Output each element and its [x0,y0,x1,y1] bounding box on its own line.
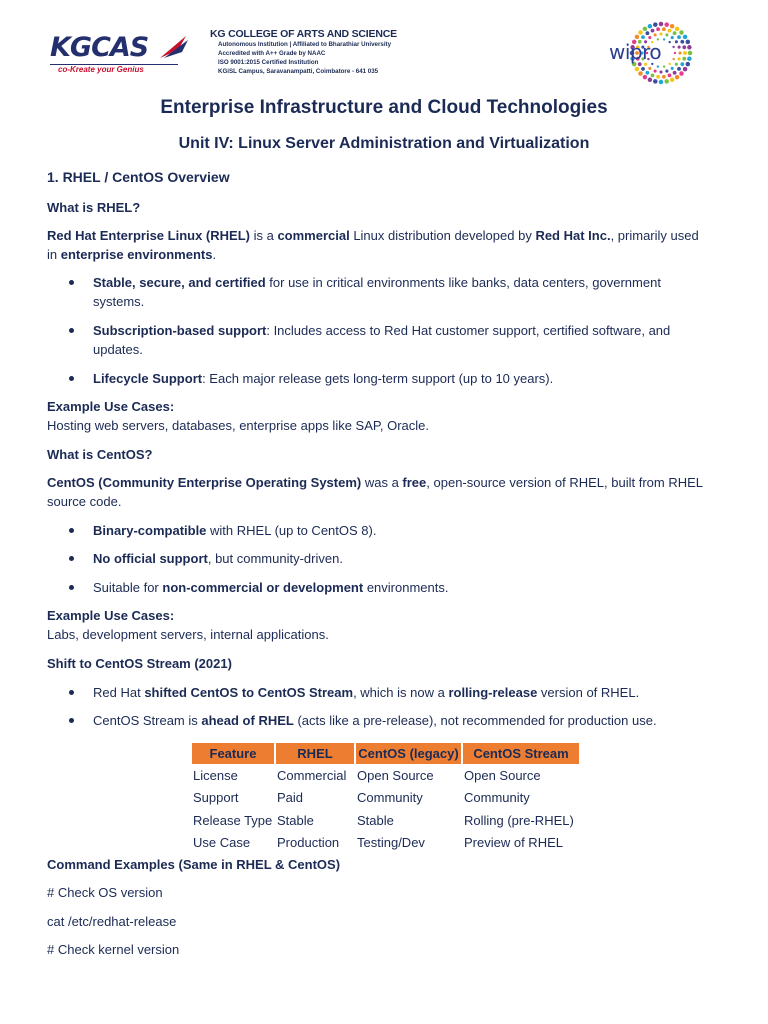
bold-text: Red Hat Enterprise Linux (RHEL) [47,228,250,243]
text-run: (acts like a pre-release), not recommended for production use. [293,713,657,728]
text-run: Linux distribution developed by [349,228,536,243]
bold-text: commercial [277,228,350,243]
bold-text: free [402,475,427,490]
page-title: Enterprise Infrastructure and Cloud Technologies [160,97,608,118]
wipro-logo [605,20,695,86]
college-line: Accredited with A++ Grade by NAAC [218,50,326,57]
wipro-dot [659,80,664,85]
wipro-dot [677,67,681,71]
text-run: , open-source version of RHEL, built from RHEL source code. [47,475,703,509]
table-cell: Rolling (pre-RHEL) [464,812,574,828]
list-item-text [93,549,713,568]
wipro-dot [653,79,658,84]
wipro-dot [662,27,666,31]
wipro-dot [659,32,662,35]
table-row [192,832,581,855]
bullet-dot [69,556,74,561]
use-cases-heading: Example Use Cases: [47,399,175,414]
text-run: version of RHEL. [537,685,640,700]
bold-text: Subscription-based support [93,323,267,338]
subheading-what-is-centos: What is CentOS? [47,447,153,462]
table-cell: Paid [277,790,304,806]
table-cell: Open Source [464,767,541,783]
wipro-dot [654,70,657,73]
wipro-dot [674,52,676,54]
wipro-dot [651,74,655,78]
wipro-dot [664,79,669,84]
wipro-dot [638,30,643,35]
command-line: # Check OS version [47,885,163,900]
college-name: KG COLLEGE OF ARTS AND SCIENCE [210,28,397,40]
table-cell: Commercial [277,767,347,783]
wipro-dot [638,71,643,76]
kgcas-tagline: co-Kreate your Genius [58,65,144,74]
college-info [210,28,410,76]
text-run: : Includes access to Red Hat customer support, certified software, and updates. [93,323,671,357]
wipro-dot [677,35,681,39]
command-line: # Check kernel version [47,942,180,957]
wipro-dot [669,41,671,43]
wipro-dot [663,38,665,40]
list-item-text [93,273,713,311]
wipro-dot [673,71,677,75]
bold-text: No official support [93,551,208,566]
bold-text: Lifecycle Support [93,371,203,386]
wipro-dot [672,58,674,60]
wipro-dot [648,67,651,70]
table-row [192,787,581,810]
wipro-dot [683,35,688,40]
wipro-logo-text: wipro [609,40,662,64]
wipro-dot [683,67,688,72]
list-item-text [93,683,713,702]
table-cell: Testing/Dev [357,835,425,851]
table-header-row [192,743,581,764]
wipro-dot [648,36,651,39]
list-item-text [93,369,713,388]
wipro-dot [635,35,640,40]
wipro-dot [672,46,674,48]
wipro-dot [659,22,664,27]
wipro-dot [648,78,653,83]
wipro-dot [646,71,650,75]
wipro-dot [662,75,666,79]
bold-text: enterprise environments [60,247,213,262]
bold-text: Binary-compatible [93,523,207,538]
table-cell: License [193,767,238,783]
page-subtitle: Unit IV: Linux Server Administration and Virtualization [178,135,590,152]
college-line: KGiSL Campus, Saravanampatti, Coimbatore - 641 035 [218,68,379,75]
kgcas-logo [50,32,190,82]
wipro-dot [679,30,684,35]
bullet-dot [69,718,74,723]
table-cell: Support [193,790,239,806]
wipro-dot [653,22,658,27]
bold-text: ahead of RHEL [201,713,294,728]
wipro-dot [687,56,692,61]
use-cases-text: Labs, development servers, internal applications. [47,627,329,642]
subheading-what-is-rhel: What is RHEL? [47,200,141,215]
bold-text: non-commercial or development [162,580,364,595]
table-cell: Community [464,790,530,806]
centos-intro-paragraph [47,473,707,511]
comparison-table [192,743,581,854]
wipro-dot [675,27,680,32]
bold-text: rolling-release [448,685,538,700]
use-cases-text: Hosting web servers, databases, enterprise apps like SAP, Oracle. [47,418,430,433]
bold-text: Red Hat Inc. [535,228,611,243]
wipro-dot [656,27,660,31]
bold-text: Stable, secure, and certified [93,275,266,290]
wipro-dot [679,71,684,76]
wipro-dot [675,40,678,43]
text-run: , primarily used in [47,228,699,262]
page-header [0,20,768,90]
bullet-dot [69,690,74,695]
wipro-dot [678,57,681,60]
text-run: with RHEL (up to CentOS 8). [206,523,377,538]
wipro-dot [668,74,672,78]
wipro-dot [654,33,657,36]
commands-heading: Command Examples (Same in RHEL & CentOS) [47,857,341,872]
wipro-dot [675,63,678,66]
wipro-dot [686,40,691,45]
wipro-dot [665,33,668,36]
wipro-dot [657,65,659,67]
text-run: environments. [363,580,449,595]
table-row [192,809,581,832]
wipro-dot [686,62,691,67]
wipro-dot [678,51,681,54]
wipro-dot [643,75,648,80]
wipro-dot [641,67,645,71]
section-heading: 1. RHEL / CentOS Overview [47,169,230,185]
text-run: was a [361,475,403,490]
wipro-dot [651,29,655,33]
list-item-text [93,321,713,359]
kgcas-logo-text: KGCAS [50,32,149,63]
wipro-dot [671,67,674,70]
wipro-dot [665,70,668,73]
table-header-cell: Feature [192,743,276,764]
wipro-dot [673,31,677,35]
bold-text: CentOS (Community Enterprise Operating System) [47,475,362,490]
table-cell: Preview of RHEL [464,835,563,851]
table-cell: Release Type [193,812,273,828]
wipro-dot [668,29,672,33]
use-cases-heading: Example Use Cases: [47,608,175,623]
wipro-dot [648,24,653,29]
wipro-dot [670,78,675,83]
wipro-dot [675,75,680,80]
wipro-dot [680,40,684,44]
wipro-dot [664,22,669,27]
college-line: ISO 9001:2015 Certified Institution [218,59,319,66]
text-run: : Each major release gets long-term support (up to 10 years). [202,371,554,386]
table-row [192,764,581,787]
bullet-dot [69,376,74,381]
list-item-text [93,521,713,540]
subheading-shift-centos-stream: Shift to CentOS Stream (2021) [47,656,232,671]
kgcas-swoosh-icon [158,34,190,60]
bullet-dot [69,328,74,333]
wipro-dot [663,65,665,67]
wipro-dot [656,75,660,79]
wipro-dot [682,45,686,49]
wipro-dot [670,24,675,29]
list-item-text [93,711,713,730]
text-run: Suitable for [93,580,163,595]
table-header-cell: CentOS Stream [463,743,581,764]
wipro-dot [678,46,681,49]
bullet-dot [69,528,74,533]
table-header-cell: CentOS (legacy) [356,743,463,764]
wipro-dot [659,70,662,73]
wipro-dot [683,51,687,55]
text-run: Red Hat [93,685,145,700]
rhel-intro-paragraph [47,226,707,264]
table-cell: Production [277,835,340,851]
college-line: Autonomous Institution | Affiliated to Bharathiar University [218,41,392,48]
table-cell: Community [357,790,423,806]
bold-text: shifted CentOS to CentOS Stream [144,685,354,700]
table-header-cell: RHEL [276,743,356,764]
wipro-dot [680,62,684,66]
table-cell: Stable [277,812,314,828]
wipro-dot [646,31,650,35]
text-run: is a [249,228,278,243]
wipro-dot [635,67,640,72]
bullet-dot [69,280,74,285]
command-line: cat /etc/redhat-release [47,914,177,929]
bullet-dot [69,585,74,590]
wipro-dot [671,36,674,39]
list-item-text [93,578,713,597]
table-cell: Open Source [357,767,434,783]
text-run: . [212,247,217,262]
text-run: for use in critical environments like banks, data centers, government systems. [93,275,661,309]
wipro-dot [687,45,692,50]
wipro-dot [669,63,671,65]
wipro-dot [682,57,686,61]
wipro-dot [688,51,693,56]
text-run: , but community-driven. [207,551,343,566]
table-cell: Stable [357,812,394,828]
text-run: , which is now a [353,685,449,700]
wipro-dot [643,27,648,32]
wipro-dot [641,35,645,39]
text-run: CentOS Stream is [93,713,202,728]
table-cell: Use Case [193,835,251,851]
